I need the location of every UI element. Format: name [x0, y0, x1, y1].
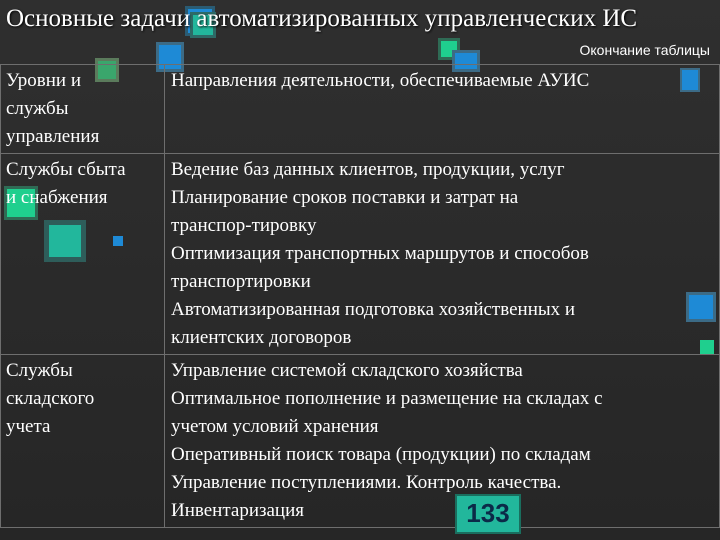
- cell-line: транспортировки: [171, 271, 311, 292]
- cell-line: Оптимизация транспортных маршрутов и способов: [171, 243, 589, 264]
- page-number-badge: 133: [455, 494, 521, 534]
- cell-line: Ведение баз данных клиентов, продукции, услуг: [171, 159, 565, 180]
- cell-line: Оперативный поиск товара (продукции) по складам: [171, 444, 591, 465]
- cell-line: Управление поступлениями. Контроль качества.: [171, 472, 562, 493]
- cell-line: транспор-тировку: [171, 215, 317, 236]
- cell-line: Уровни и: [6, 70, 82, 91]
- cell-line: Службы: [6, 360, 73, 381]
- header-cell-levels: [1, 65, 165, 154]
- cell-line: Планирование сроков поставки и затрат на: [171, 187, 519, 208]
- cell-line: и снабжения: [6, 187, 108, 208]
- table-row: [1, 355, 720, 528]
- cell-line: Инвентаризация: [171, 500, 304, 521]
- table-caption: Окончание таблицы: [579, 42, 710, 58]
- row-service-cell: [1, 355, 165, 528]
- cell-line: учетом условий хранения: [171, 416, 379, 437]
- table-header-row: [1, 65, 720, 154]
- row-service-cell: [1, 154, 165, 355]
- cell-line: Направления деятельности, обеспечиваемые АУИС: [171, 70, 590, 91]
- tasks-table: [0, 64, 720, 528]
- cell-line: Управление системой складского хозяйства: [171, 360, 523, 381]
- cell-line: Автоматизированная подготовка хозяйственных и: [171, 299, 576, 320]
- cell-line: учета: [6, 416, 51, 437]
- row-tasks-cell: [165, 355, 720, 528]
- slide-title: Основные задачи автоматизированных управленческих ИС: [6, 5, 638, 32]
- cell-line: службы: [6, 98, 69, 119]
- row-tasks-cell: [165, 154, 720, 355]
- cell-line: Оптимальное пополнение и размещение на складах с: [171, 388, 603, 409]
- table-row: [1, 154, 720, 355]
- cell-line: управления: [6, 126, 100, 147]
- cell-line: Службы сбыта: [6, 159, 126, 180]
- header-cell-directions: [165, 65, 720, 154]
- cell-line: складского: [6, 388, 95, 409]
- cell-line: клиентских договоров: [171, 327, 352, 348]
